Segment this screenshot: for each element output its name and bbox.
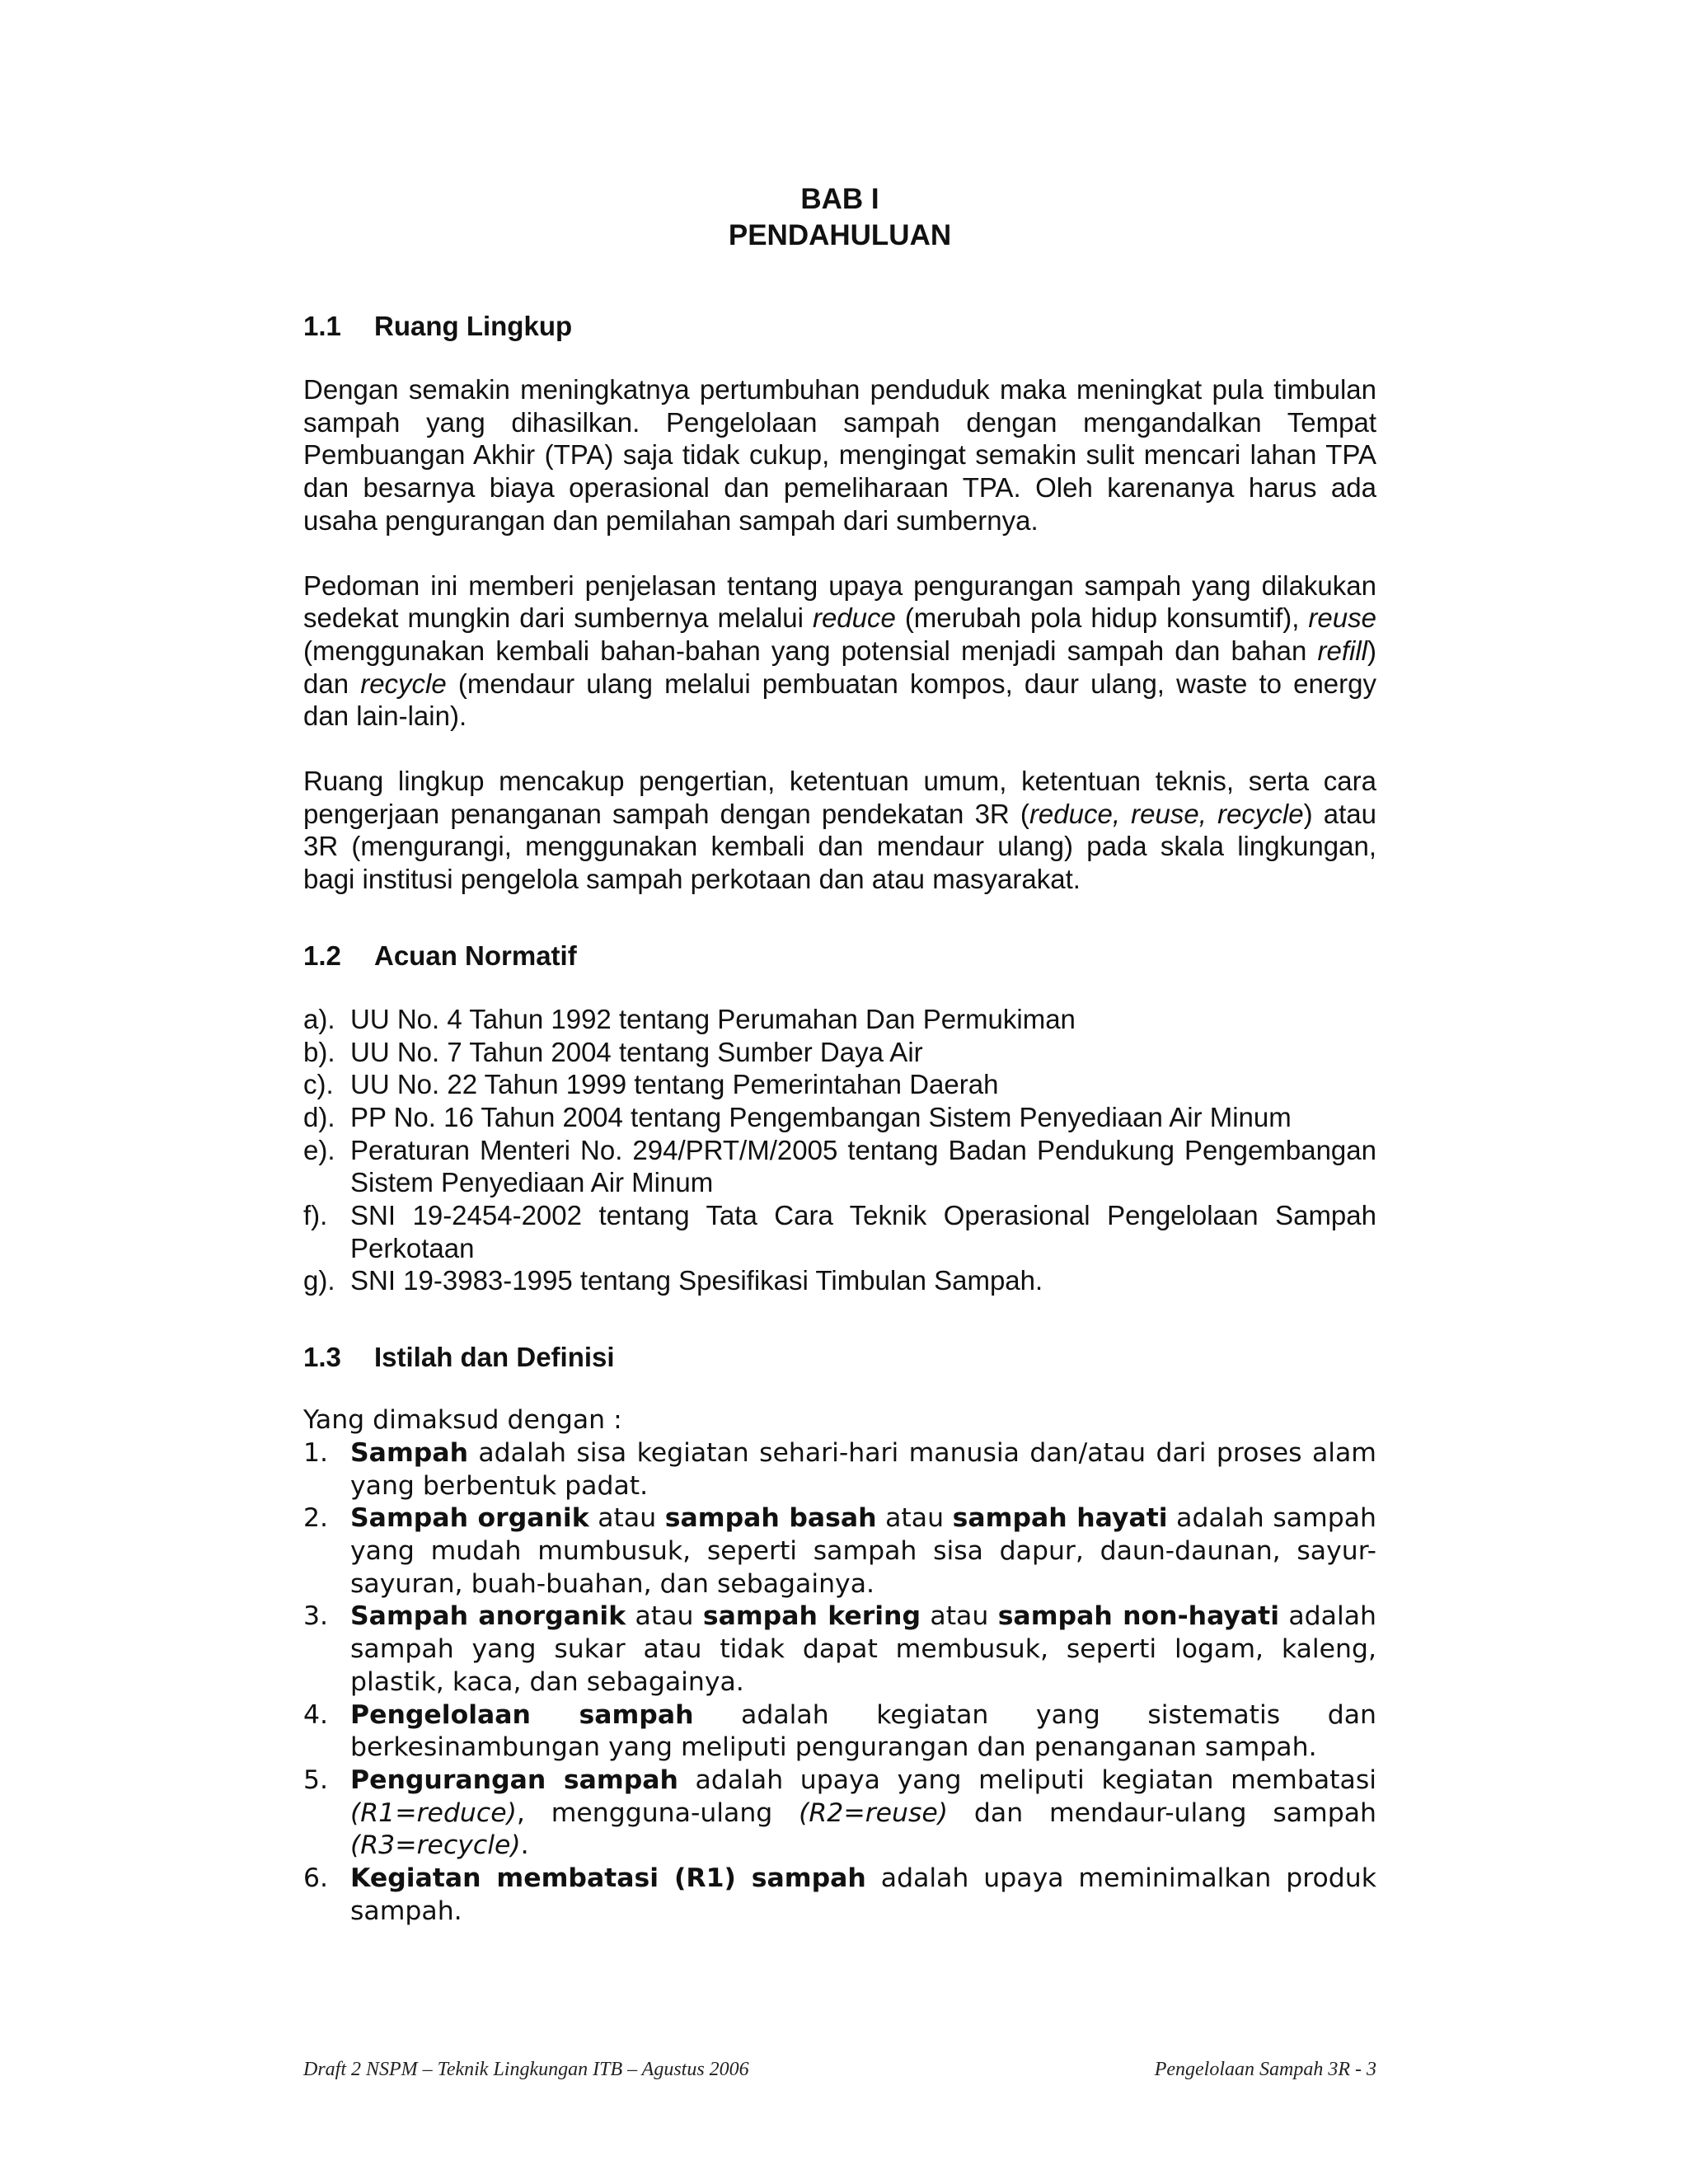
definition-list xyxy=(303,1437,1376,1929)
section-heading-acuan-normatif xyxy=(303,940,1376,972)
list-item: g). SNI 19-3983-1995 tentang Spesifikasi Timbulan Sampah. xyxy=(303,1265,1043,1296)
list-item: d). PP No. 16 Tahun 2004 tentang Pengembangan Sistem Penyediaan Air Minum xyxy=(303,1101,1292,1132)
page-footer xyxy=(303,2059,1376,2081)
paragraph-ruang-lingkup-3: Ruang lingkup mencakup pengertian, ketentuan umum, ketentuan teknis, serta cara pengerjaan penanganan sampah dengan pendekatan 3R (reduce, reuse, recycle) atau 3R (mengurangi, menggunakan kembali dan mendaur ulang) pada skala lingkungan, bagi institusi pengelola sampah perkotaan dan atau masyarakat. xyxy=(303,766,1377,895)
definitions-intro: Yang dimaksud dengan : xyxy=(303,1405,622,1436)
section-number: 1.3 xyxy=(303,1342,341,1373)
footer-left: Draft 2 NSPM – Teknik Lingkungan ITB – Agustus 2006 xyxy=(303,2059,749,2080)
list-item: b). UU No. 7 Tahun 2004 tentang Sumber Daya Air xyxy=(303,1036,923,1067)
section-title: Istilah dan Definisi xyxy=(374,1342,615,1373)
list-item: 1. Sampah adalah sisa kegiatan sehari-hari manusia dan/atau dari proses alam yang berbentuk padat. xyxy=(303,1437,1376,1501)
list-item: 3. Sampah anorganik atau sampah kering atau sampah non-hayati adalah sampah yang sukar atau tidak dapat membusuk, seperti logam, kaleng, plastik, kaca, dan sebagainya. xyxy=(303,1601,1376,1697)
section-heading-ruang-lingkup xyxy=(303,310,1376,343)
chapter-title: PENDAHULUAN xyxy=(728,219,952,251)
section-heading-istilah-definisi xyxy=(303,1341,1376,1374)
list-item: c). UU No. 22 Tahun 1999 tentang Pemerintahan Daerah xyxy=(303,1069,999,1100)
list-item: 2. Sampah organik atau sampah basah atau sampah hayati adalah sampah yang mudah mumbusuk, seperti sampah sisa dapur, daun-daunan, sayur-sayuran, buah-buahan, dan sebagainya. xyxy=(303,1503,1376,1599)
list-item: 6. Kegiatan membatasi (R1) sampah adalah upaya meminimalkan produk sampah. xyxy=(303,1863,1376,1926)
document-page xyxy=(303,181,1376,1928)
section-number: 1.2 xyxy=(303,940,341,971)
section-number: 1.1 xyxy=(303,311,341,341)
section-title: Ruang Lingkup xyxy=(374,311,573,341)
section-title: Acuan Normatif xyxy=(374,940,577,971)
definitions xyxy=(303,1404,1376,1928)
reference-list xyxy=(303,1003,1376,1297)
paragraph-ruang-lingkup-2: Pedoman ini memberi penjelasan tentang upaya pengurangan sampah yang dilakukan sedekat mungkin dari sumbernya melalui reduce (merubah pola hidup konsumtif), reuse (menggunakan kembali bahan-bahan yang potensial menjadi sampah dan bahan refill) dan recycle (mendaur ulang melalui pembuatan kompos, daur ulang, waste to energy dan lain-lain). xyxy=(303,569,1377,732)
list-item: 5. Pengurangan sampah adalah upaya yang meliputi kegiatan membatasi (R1=reduce), mengguna-ulang (R2=reuse) dan mendaur-ulang sampah (R3=recycle). xyxy=(303,1765,1376,1861)
list-item: a). UU No. 4 Tahun 1992 tentang Perumahan Dan Permukiman xyxy=(303,1003,1076,1034)
chapter-number: BAB I xyxy=(800,183,879,215)
list-item: f). SNI 19-2454-2002 tentang Tata Cara Teknik Operasional Pengelolaan Sampah Perkotaan xyxy=(303,1200,1376,1263)
footer-right: Pengelolaan Sampah 3R - 3 xyxy=(1154,2059,1376,2080)
list-item: 4. Pengelolaan sampah adalah kegiatan yang sistematis dan berkesinambungan yang meliputi pengurangan dan penanganan sampah. xyxy=(303,1699,1376,1763)
paragraph-ruang-lingkup-1: Dengan semakin meningkatnya pertumbuhan penduduk maka meningkat pula timbulan sampah yang dihasilkan. Pengelolaan sampah dengan mengandalkan Tempat Pembuangan Akhir (TPA) saja tidak cukup, mengingat semakin sulit mencari lahan TPA dan besarnya biaya operasional dan pemeliharaan TPA. Oleh karenanya harus ada usaha pengurangan dan pemilahan sampah dari sumbernya. xyxy=(303,374,1376,536)
list-item: e). Peraturan Menteri No. 294/PRT/M/2005 tentang Badan Pendukung Pengembangan Sistem Penyediaan Air Minum xyxy=(303,1134,1376,1198)
